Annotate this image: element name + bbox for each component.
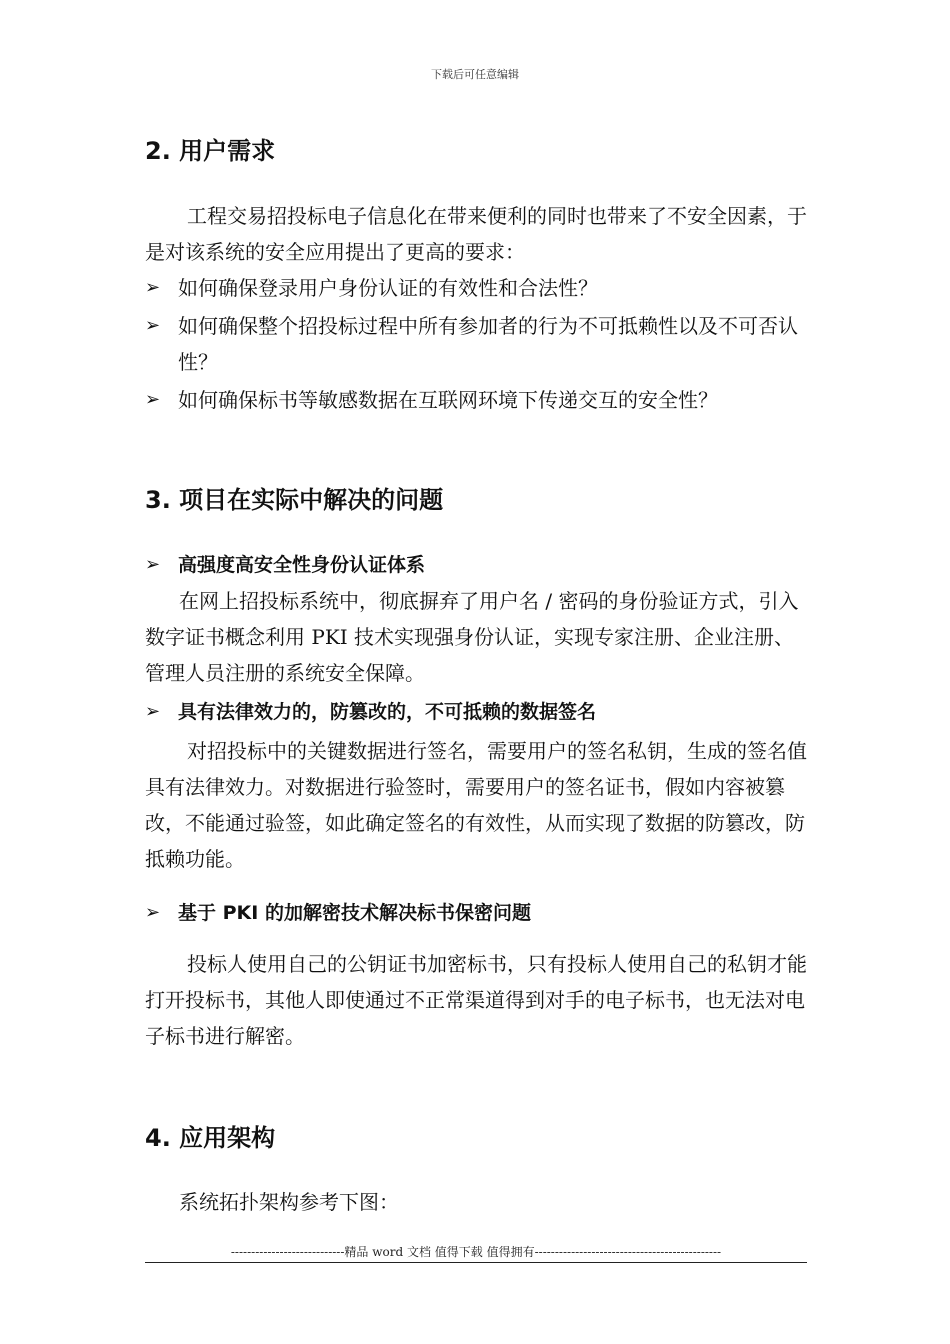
subheading-text: 高强度高安全性身份认证体系: [178, 554, 426, 576]
body-paragraph: 在网上招投标系统中，彻底摒弃了用户名 / 密码的身份验证方式，引入数字证书概念利用 PKI 技术实现强身份认证，实现专家注册、企业注册、管理人员注册的系统安全保障。: [145, 589, 799, 685]
arrow-bullet-icon: ➢: [145, 315, 161, 336]
arrow-bullet-icon: ➢: [145, 389, 161, 410]
list-item-text: 如何确保标书等敏感数据在互联网环境下传递交互的安全性？: [178, 388, 718, 412]
list-item: [145, 270, 810, 306]
subheading-item: [145, 697, 810, 727]
arrow-bullet-icon: ➢: [145, 554, 161, 575]
subheading-item: [145, 550, 810, 580]
list-item: [145, 308, 810, 380]
footer-divider: [145, 1262, 807, 1263]
arrow-bullet-icon: ➢: [145, 701, 161, 722]
body-paragraph: 对招投标中的关键数据进行签名，需要用户的签名私钥，生成的签名值具有法律效力。对数据进行验签时，需要用户的签名证书，假如内容被篡改，不能通过验签，如此确定签名的有效性，从而实现了数据的防篡改，防抵赖功能。: [145, 739, 807, 871]
arrow-bullet-icon: ➢: [145, 277, 161, 298]
section-intro-paragraph: 工程交易招投标电子信息化在带来便利的同时也带来了不安全因素，于是对该系统的安全应用提出了更高的要求：: [145, 204, 807, 264]
arrow-bullet-icon: ➢: [145, 902, 161, 923]
section-heading-application-architecture: 4. 应用架构: [145, 1124, 276, 1152]
body-paragraph: 投标人使用自己的公钥证书加密标书，只有投标人使用自己的私钥才能打开投标书，其他人即使通过不正常渠道得到对手的电子标书，也无法对电子标书进行解密。: [145, 952, 807, 1048]
subheading-item: [145, 898, 810, 928]
page-footer: ----------------------------精品 word 文档 值得下载 值得拥有----------------------------------------------: [230, 1245, 722, 1259]
section-heading-user-requirements: 2. 用户需求: [145, 137, 276, 165]
subheading-text: 具有法律效力的，防篡改的，不可抵赖的数据签名: [178, 701, 597, 723]
section-intro-paragraph: 系统拓扑架构参考下图：: [179, 1190, 399, 1214]
list-item-text: 如何确保整个招投标过程中所有参加者的行为不可抵赖性以及不可否认性？: [178, 314, 798, 374]
subheading-text: 基于 PKI 的加解密技术解决标书保密问题: [178, 902, 531, 924]
list-item: [145, 382, 810, 418]
page-header: 下载后可任意编辑: [431, 68, 519, 81]
section-heading-problems-solved: 3. 项目在实际中解决的问题: [145, 486, 444, 514]
list-item-text: 如何确保登录用户身份认证的有效性和合法性？: [178, 276, 598, 300]
